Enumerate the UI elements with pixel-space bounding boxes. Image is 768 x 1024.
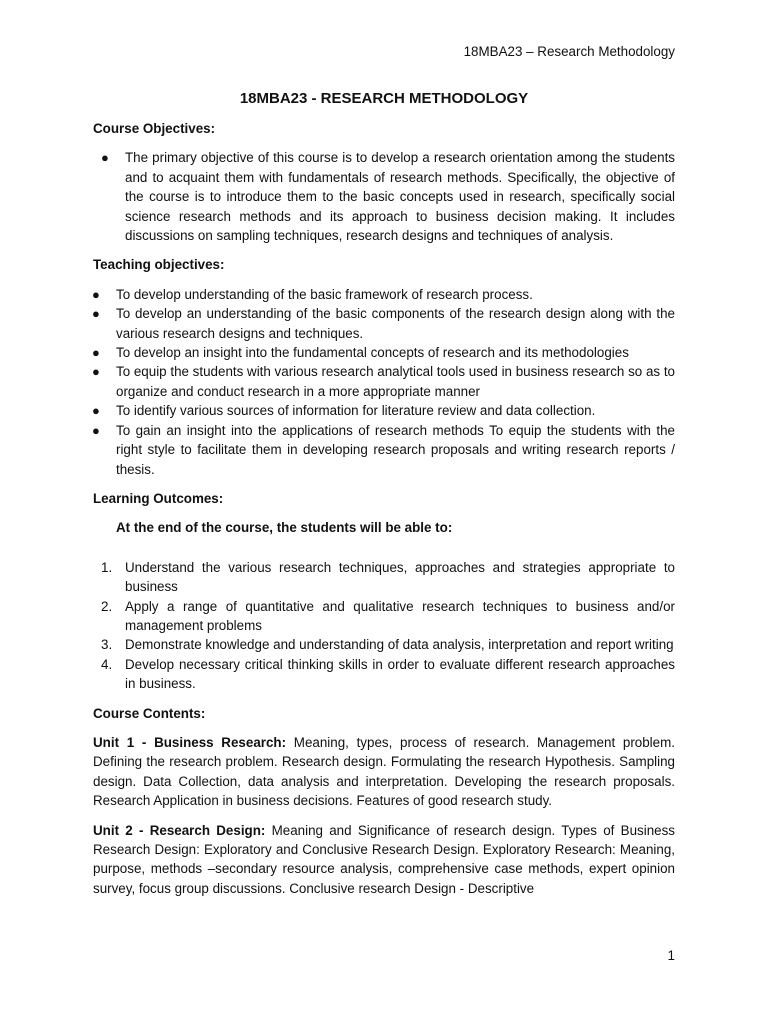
list-item: ● To gain an insight into the applications of research methods To equip the students with the right style to facilitate them in developing research proposals and writing research reports / thesis. [92, 422, 675, 477]
list-item: ● To identify various sources of information for literature review and data collection. [93, 401, 675, 420]
learning-outcomes-heading: Learning Outcomes: [93, 490, 224, 506]
unit-2-label: Unit 2 - Research Design: [93, 822, 266, 838]
bullet-icon: ● [92, 286, 100, 302]
course-objectives-heading: Course Objectives: [93, 121, 216, 136]
list-item: ● To equip the students with various research analytical tools used in business research so as to organize and conduct research in a more appropriate manner [92, 364, 675, 399]
list-item: ● To develop an insight into the fundamental concepts of research and its methodologies [93, 343, 675, 362]
bullet-icon: ● [92, 345, 100, 361]
bullet-icon: ● [92, 403, 100, 419]
teaching-objectives-heading: Teaching objectives: [93, 257, 225, 273]
unit-1-paragraph: Unit 1 - Business Research: Meaning, types, process of research. Management problem. Defining the research problem. Research design. Formulating the research Hypothesis. Sampling design. Data Collection, data analysis and interpretation. Developing the research proposals. Research Application in business decisions. Features of good research study. [93, 734, 675, 809]
list-item: ● To develop understanding of the basic framework of research process. [93, 285, 675, 304]
running-header: 18MBA23 – Research Methodology [463, 44, 675, 59]
list-item: 2. Apply a range of quantitative and qualitative research techniques to business and/or management problems [101, 598, 675, 633]
course-objective-item: ● The primary objective of this course is to develop a research orientation among the students and to acquaint them with fundamentals of research methods. Specifically, the objective of the course is to introduce them to the basic concepts used in research, specifically social science research methods and its approach to business decision making. It includes discussions on sampling techniques, research designs and techniques of analysis. [101, 150, 675, 244]
bullet-icon: ● [92, 364, 100, 380]
document-title: 18MBA23 - RESEARCH METHODOLOGY [239, 90, 529, 107]
learning-outcomes-intro: At the end of the course, the students will be able to: [116, 520, 453, 536]
learning-outcomes-list [93, 558, 675, 694]
list-item: 1. Understand the various research techniques, approaches and strategies appropriate to business [101, 559, 675, 595]
page-number: 1 [667, 948, 675, 963]
list-item: 4. Develop necessary critical thinking skills in order to evaluate different research approaches in business. [101, 656, 675, 692]
unit-2-paragraph: Unit 2 - Research Design: Meaning and Significance of research design. Types of Business Research Design: Exploratory and Conclusive Research Design. Exploratory Research: Meaning, purpose, methods –secondary resource analysis, comprehensive case methods, expert opinion survey, focus group discussions. Conclusive research Design - Descriptive [93, 822, 675, 896]
bullet-icon: ● [101, 150, 109, 166]
unit-1-label: Unit 1 - Business Research: [93, 734, 287, 750]
course-contents-heading: Course Contents: [93, 705, 206, 721]
list-item: 3. Demonstrate knowledge and understanding of data analysis, interpretation and report writing [101, 637, 674, 653]
teaching-objectives-list [93, 285, 675, 479]
list-item: ● To develop an understanding of the basic components of the research design along with the various research designs and techniques. [92, 306, 675, 341]
bullet-icon: ● [92, 306, 100, 322]
bullet-icon: ● [92, 422, 100, 438]
document-body [93, 119, 675, 908]
